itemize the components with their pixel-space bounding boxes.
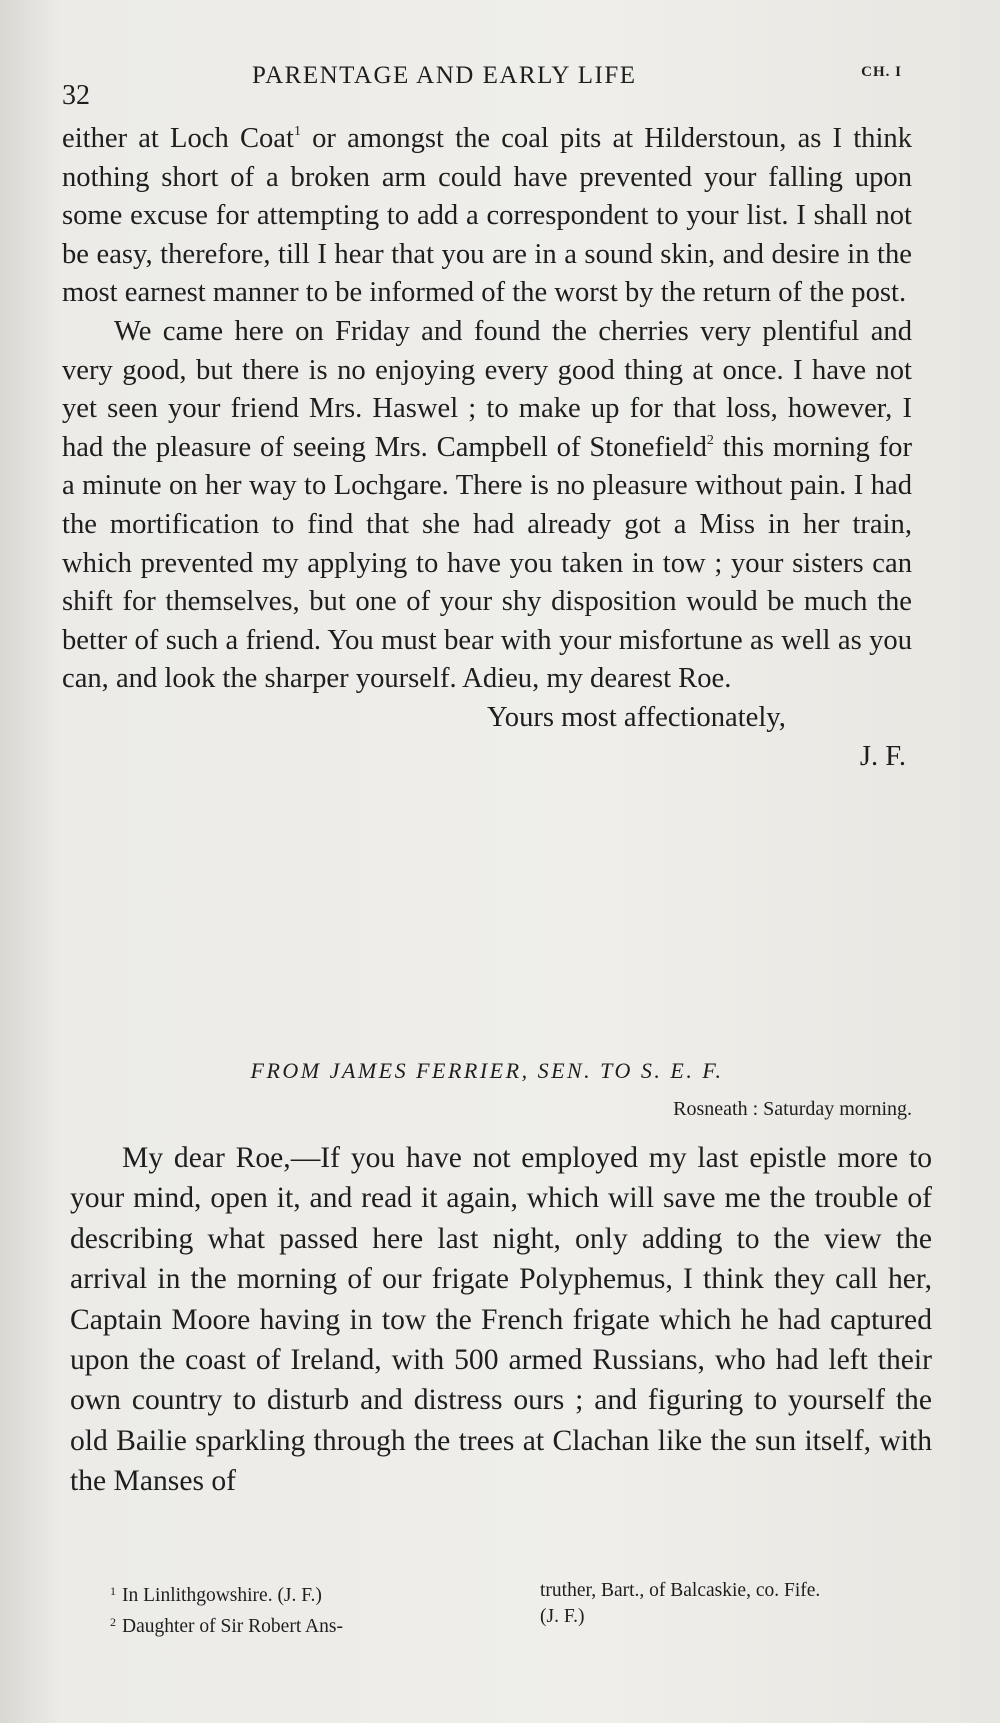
text-run: this morning for a minute on her way to Lochgare. There is no pleasure without pain. I had the mortification to find that she had already got a Miss in her train, which prevented my applying to have you taken in tow ; your sisters can shift for themselves, but one of your shy disposition would be much the better of such a friend. You must bear with your misfortune as well as you can, and look the sharper yourself. Adieu, my dearest Roe.	[62, 431, 912, 695]
letter-two-paragraph-1: My dear Roe,—If you have not employed my last epistle more to your mind, open it, and read it again, which will save me the trouble of describing what passed here last night, only adding to the view the arrival in the morning of our frigate Polyphemus, I think they call her, Captain Moore having in tow the French frigate which he had captured upon the coast of Ireland, with 500 armed Russians, who had left their own country to disturb and distress ours ; and figuring to yourself the old Bailie sparkling through the trees at Clachan like the sun itself, with the Manses of	[70, 1142, 932, 1498]
footnote-1	[110, 1578, 530, 1609]
letter-heading: FROM JAMES FERRIER, SEN. TO S. E. F.	[250, 1058, 724, 1083]
footnote-mark: 2	[110, 1615, 116, 1629]
letter-one-paragraph-2	[62, 313, 912, 699]
letter-one	[62, 120, 912, 776]
text-run: or amongst the coal pits at Hilderstoun, as I think nothing short of a broken arm could have prevented your falling upon some excuse for attempting to add a correspondent to your list. I shall not be easy, therefore, till I hear that you are in a sound skin, and desire in the most earnest manner to be informed of the worst by the return of the post.	[62, 123, 912, 309]
dateline: Rosneath : Saturday morning.	[673, 1098, 912, 1120]
footnote-column-right	[540, 1578, 940, 1630]
closing-block	[62, 699, 912, 776]
signature: J. F.	[859, 740, 906, 772]
footnote-2-continued: truther, Bart., of Balcaskie, co. Fife.	[540, 1580, 821, 1601]
letter-one-paragraph-1	[62, 120, 912, 313]
footnote-ref-2: 2	[706, 432, 714, 448]
text-run: We came here on Friday and found the cherries very plentiful and very good, but there is no enjoying every good thing at once. I have not yet seen your friend Mrs. Haswel ; to make up for that loss, however, I had the pleasure of seeing Mrs. Campbell of Stonefield	[62, 315, 912, 463]
chapter-label: CH. I	[861, 64, 902, 80]
footnote-2-source: (J. F.)	[540, 1606, 585, 1627]
footnote-text: Daughter of Sir Robert Ans-	[122, 1616, 343, 1637]
text-run: either at Loch Coat	[62, 123, 294, 154]
letter-two	[70, 1138, 932, 1502]
footnote-text: In Linlithgowshire. (J. F.)	[122, 1585, 322, 1606]
footnote-2	[110, 1609, 530, 1640]
closing-salutation: Yours most affectionately,	[487, 701, 786, 733]
footnote-mark: 1	[110, 1584, 116, 1598]
page-number: 32	[62, 80, 90, 111]
footnote-column-left	[110, 1578, 530, 1640]
running-title: PARENTAGE AND EARLY LIFE	[252, 62, 637, 89]
footnote-ref-1: 1	[293, 124, 301, 139]
